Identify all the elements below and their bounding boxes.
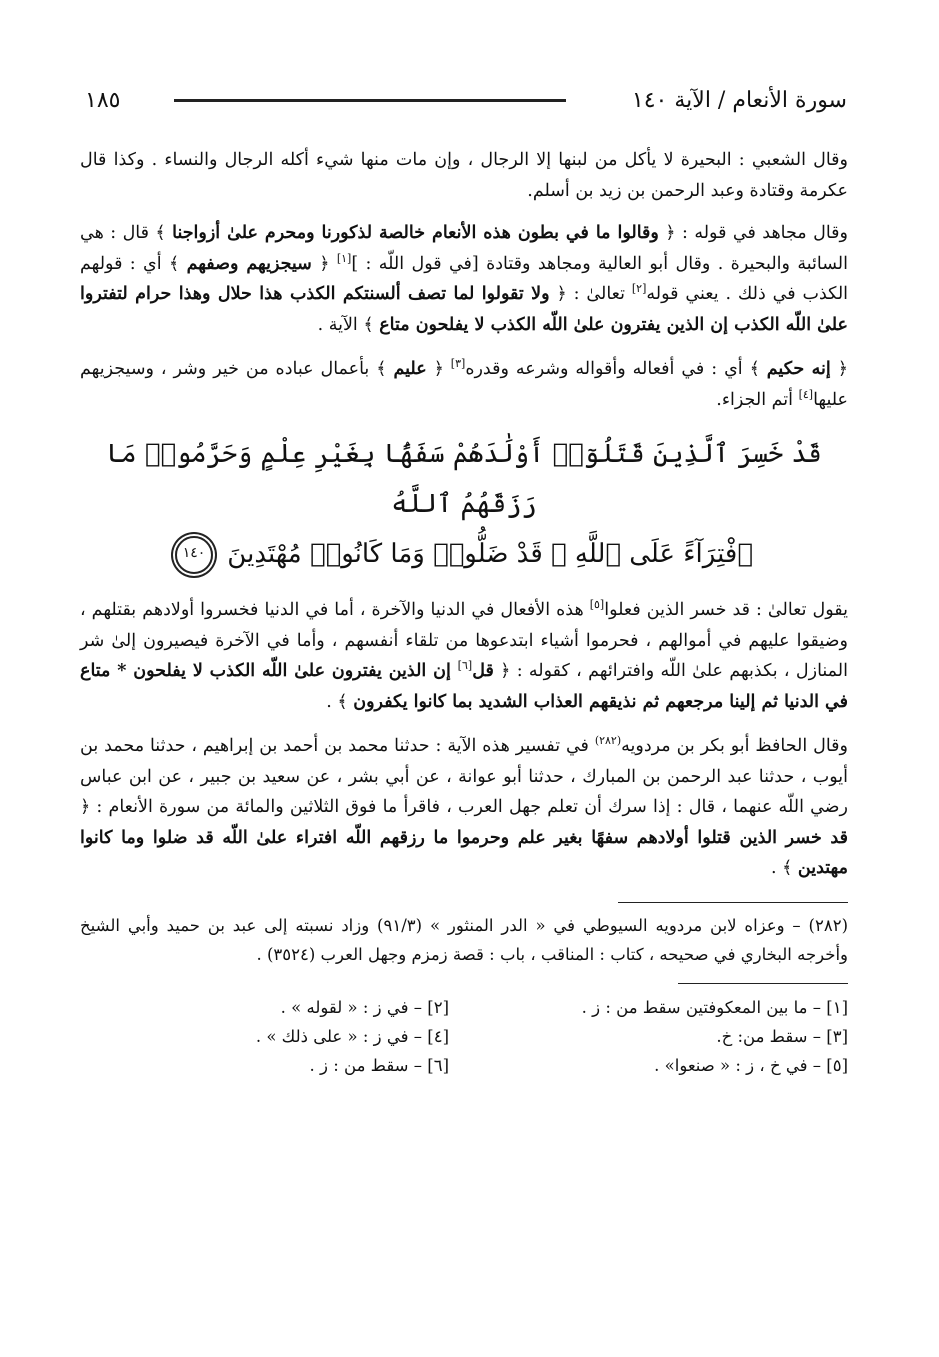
text-run: ﴾ أي : في أفعاله وأقواله وشرعه وقدره [465, 359, 767, 379]
footnote-ref[interactable]: [٣] [450, 357, 466, 371]
apparatus-note: [٥] – في خ ، ز : « صنعوا» . [654, 1055, 848, 1075]
text-run: في تفسير هذه الآية : حدثنا محمد بن أحمد بن إبراهيم ، حدثنا محمد بن أيوب ، حدثنا عبد الرحمن بن المبارك ، حدثنا أبو عوانة ، عن أبي بشر ، عن سعيد بن جبير ، عن ابن عباس رضي اللّه عنهما ، قال : إذا سرك أن تعلم جهل العرب ، فاقرأ ما فوق الثلاثين والمائة من سورة الأنعام : ﴿ [80, 736, 848, 817]
paragraph-mujahid [80, 218, 848, 340]
text-run: هذه الأفعال في الدنيا والآخرة ، أما في الدنيا فخسروا أولادهم بقتلهم ، وضيقوا عليهم في أموالهم ، فحرموا أشياء ابتدعوها من تلقاء أنفسهم ، وأما في الآخرة فيصيرون إلىٰ شر المنازل ، بكذبهم علىٰ اللّه وافترائهم ، كقوله : ﴿ [80, 600, 848, 681]
quran-verse-block [80, 429, 848, 579]
text-run: ﴾ بأعمال عباده من خير وشر ، وسيجزيهم عليها [80, 359, 848, 410]
ayah-number-medallion: ١٤٠ [175, 536, 213, 574]
running-head: سورة الأنعام / الآية ١٤٠ [631, 87, 847, 113]
paragraph-shabi: وقال الشعبي : البحيرة لا يأكل من لبنها إلا الرجال ، وإن مات منها شيء أكله الرجال والنساء . وكذا قال عكرمة وقتادة وعبد الرحمن بن زيد بن أسلم. [80, 150, 848, 201]
text-run: ﴿ [426, 359, 451, 379]
quran-verse-line-1: قَدْ خَسِرَ ٱلَّذِينَ قَتَلُوٓا۟ أَوْلَٰدَهُمْ سَفَهًۢا بِغَيْرِ عِلْمٍ وَحَرَّمُوا۟ مَا رَزَقَهُمُ ٱللَّهُ [106, 439, 822, 519]
quran-quote: إن الذين يفترون علىٰ اللّه الكذب لا يفلحون * متاع في الدنيا ثم إلينا مرجعهم ثم نذيقهم العذاب الشديد بما كانوا يكفرون [80, 661, 848, 712]
footnote-ref[interactable]: (٢٨٢) [594, 734, 622, 748]
apparatus-note: [٣] – سقط من: خ. [716, 1026, 848, 1046]
header-rule [174, 99, 566, 102]
text-run: ﴿ [830, 359, 848, 379]
text-run: تعالىٰ : ﴿ [549, 284, 632, 304]
critical-apparatus [80, 994, 848, 1079]
apparatus-note: [٦] – سقط من : ز . [309, 1055, 449, 1075]
page-header [85, 82, 847, 118]
paragraph-hakim [80, 354, 848, 415]
footnote-ref[interactable]: [٦] [457, 659, 473, 673]
footnote-rule [618, 902, 848, 903]
quran-quote: وقالوا ما في بطون هذه الأنعام خالصة لذكورنا ومحرم علىٰ أزواجنا [172, 223, 659, 243]
quran-quote: إنه حكيم [766, 359, 831, 379]
quran-quote: قل [472, 661, 494, 681]
apparatus-note: [١] – ما بين المعكوفتين سقط من : ز . [581, 997, 848, 1017]
quran-quote: ولا تقولوا لما تصف ألسنتكم الكذب هذا حلال وهذا حرام لتفتروا علىٰ اللّه الكذب إن الذين يفترون علىٰ اللّه الكذب لا يفلحون متاع [80, 284, 848, 335]
footnote-ref[interactable]: [١] [336, 251, 352, 265]
text-run: ﴿ [311, 253, 337, 274]
apparatus-rule [678, 983, 848, 984]
footnote-ref[interactable]: [٥] [589, 598, 605, 612]
text-run: أتم الجزاء. [716, 389, 799, 410]
apparatus-note: [٤] – في ز : « على ذلك » . [255, 1026, 449, 1046]
quran-verse-text: ٱفْتِرَآءً عَلَى ٱللَّهِ ۚ قَدْ ضَلُّوا۟ وَمَا كَانُوا۟ مُهْتَدِينَ [227, 539, 753, 569]
quran-quote: سيجزيهم وصفهم [186, 253, 312, 274]
apparatus-note: [٢] – في ز : « لقوله » . [280, 997, 449, 1017]
text-run: ﴾ الآية . [317, 314, 380, 335]
paragraph-ibn-mardawayh [80, 731, 848, 884]
quran-quote: عليم [393, 359, 427, 379]
quran-verse-line-2 [80, 529, 848, 579]
text-run: ﴾ . [770, 858, 798, 878]
paragraph-tafsir [80, 595, 848, 717]
text-run: وقال مجاهد في قوله : ﴿ [658, 223, 848, 243]
text-run: ﴾ أي : قولهم الكذب في ذلك . يعني قوله [80, 253, 849, 304]
text-run: يقول تعالىٰ : قد خسر الذين فعلوا [604, 600, 848, 620]
quran-quote: قد خسر الذين قتلوا أولادهم سفهًا بغير علم وحرموا ما رزقهم اللّه افتراء علىٰ اللّه قد ضلوا وما كانوا مهتدين [80, 827, 848, 878]
page-number: ١٨٥ [85, 87, 121, 113]
footnote-282: (٢٨٢) – وعزاه لابن مردويه السيوطي في « الدر المنثور » (٩١/٣) وزاد نسبته إلى عبد بن حميد وأبي الشيخ وأخرجه البخاري في صحيحه ، كتاب : المناقب ، باب : قصة زمزم وجهل العرب (٣٥٢٤) . [80, 915, 848, 964]
page-body [80, 145, 848, 1079]
text-run: ﴾ قال : هي السائبة والبحيرة . وقال أبو العالية ومجاهد وقتادة [في قول اللّه : ] [80, 223, 848, 274]
text-run: ﴾ . [326, 691, 354, 712]
footnote-ref[interactable]: [٤] [798, 387, 814, 401]
footnote-ref[interactable]: [٢] [631, 282, 647, 296]
text-run: وقال الحافظ أبو بكر بن مردويه [621, 736, 848, 756]
